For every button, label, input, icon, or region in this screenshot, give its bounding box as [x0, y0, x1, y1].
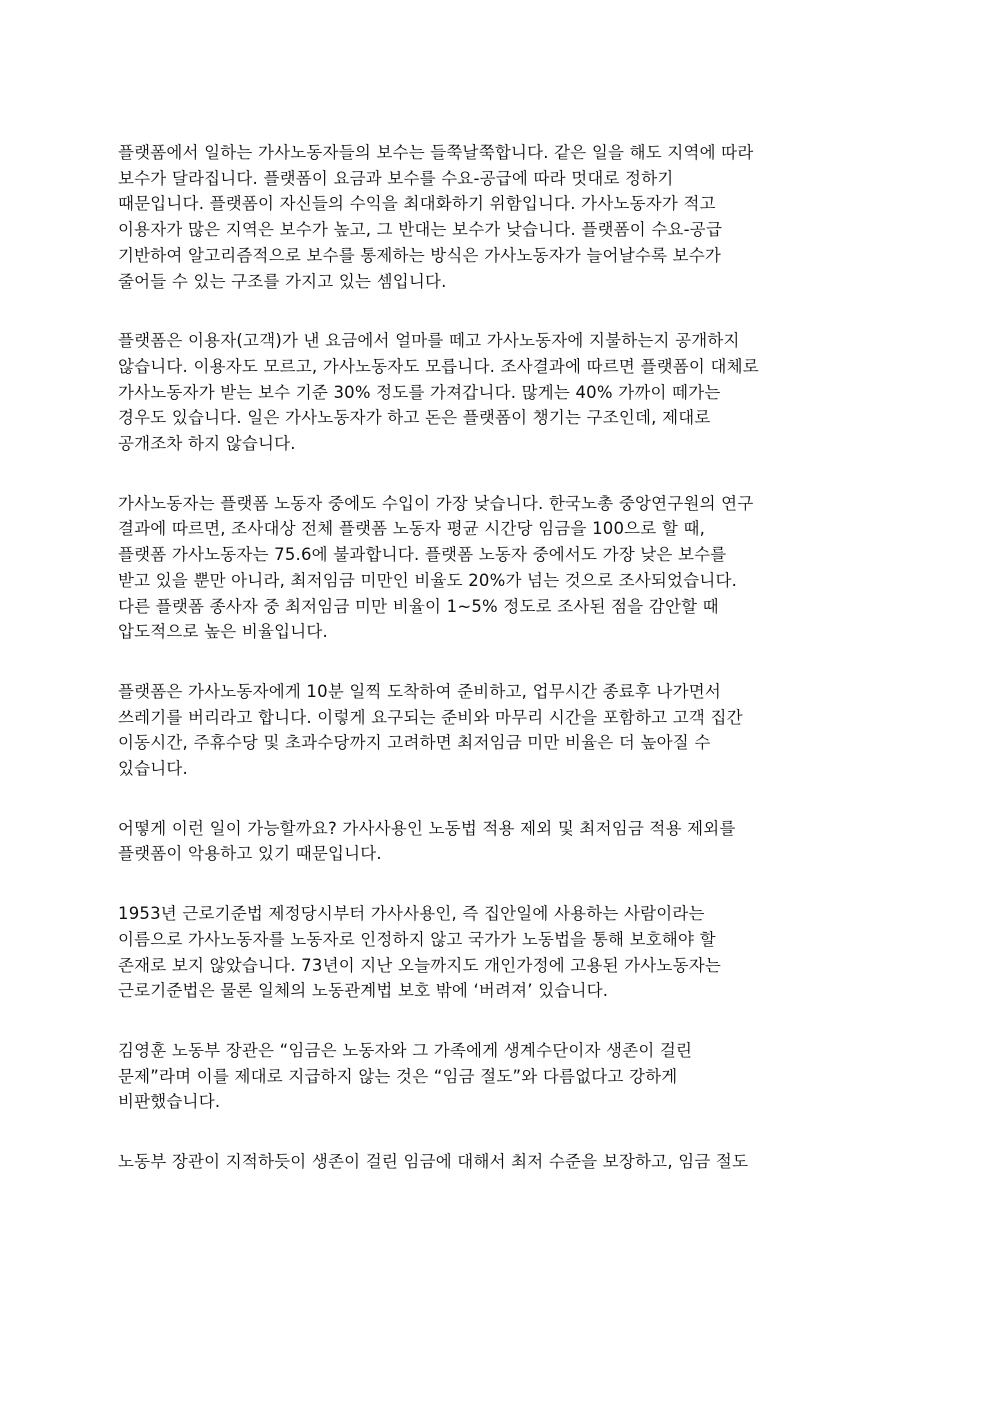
text-line: 이름으로 가사노동자를 노동자로 인정하지 않고 국가가 노동법을 통해 보호해야 할	[118, 929, 716, 949]
paragraph-legal-exclusion	[118, 816, 878, 867]
text-line: 있습니다.	[118, 759, 189, 779]
text-line: 압도적으로 높은 비율입니다.	[118, 622, 329, 642]
text-line: 공개조차 하지 않습니다.	[118, 434, 296, 454]
paragraph-minister-quote	[118, 1038, 878, 1115]
text-line: 플랫폼은 이용자(고객)가 낸 요금에서 얼마를 떼고 가사노동자에 지불하는지 공개하지	[118, 331, 740, 351]
text-line: 이동시간, 주휴수당 및 초과수당까지 고려하면 최저임금 미만 비율은 더 높아질 수	[118, 733, 711, 753]
text-line: 플랫폼에서 일하는 가사노동자들의 보수는 들쭉날쭉합니다. 같은 일을 해도 지역에 따라	[118, 143, 754, 162]
text-line: 문제”라며 이를 제대로 지급하지 않는 것은 “임금 절도”와 다름없다고 강하게	[118, 1066, 678, 1086]
text-line: 어떻게 이런 일이 가능할까요? 가사사용인 노동법 적용 제외 및 최저임금 적용 제외를	[118, 818, 736, 838]
text-line: 보수가 달라집니다. 플랫폼이 요금과 보수를 수요-공급에 따라 멋대로 정하기	[118, 168, 674, 188]
text-line: 않습니다. 이용자도 모르고, 가사노동자도 모릅니다. 조사결과에 따르면 플랫폼이 대체로	[118, 356, 759, 376]
text-line: 존재로 보지 않았습니다. 73년이 지난 오늘까지도 개인가정에 고용된 가사노동자는	[118, 955, 721, 975]
text-line: 경우도 있습니다. 일은 가사노동자가 하고 돈은 플랫폼이 챙기는 구조인데, 제대로	[118, 408, 711, 428]
text-line: 김영훈 노동부 장관은 “임금은 노동자와 그 가족에게 생계수단이자 생존이 걸린	[118, 1040, 693, 1060]
document-body	[118, 140, 878, 1209]
text-line: 플랫폼은 가사노동자에게 10분 일찍 도착하여 준비하고, 업무시간 종료후 나가면서	[118, 681, 721, 701]
text-line: 기반하여 알고리즘적으로 보수를 통제하는 방식은 가사노동자가 늘어날수록 보수가	[118, 245, 721, 265]
text-line: 가사노동자는 플랫폼 노동자 중에도 수입이 가장 낮습니다. 한국노총 중앙연구원의 연구	[118, 493, 754, 513]
text-line: 때문입니다. 플랫폼이 자신들의 수익을 최대화하기 위함입니다. 가사노동자가 적고	[118, 194, 716, 214]
text-line: 이용자가 많은 지역은 보수가 높고, 그 반대는 보수가 낮습니다. 플랫폼이 수요-공급	[118, 220, 723, 240]
text-line: 받고 있을 뿐만 아니라, 최저임금 미만인 비율도 20%가 넘는 것으로 조사되었습니다.	[118, 570, 738, 590]
paragraph-labor-law-history	[118, 901, 878, 1004]
text-line: 다른 플랫폼 종사자 중 최저임금 미만 비율이 1~5% 정도로 조사된 점을 감안할 때	[118, 596, 719, 616]
text-line: 플랫폼이 악용하고 있기 때문입니다.	[118, 844, 382, 864]
paragraph-platform-commission	[118, 328, 878, 457]
text-line: 줄어들 수 있는 구조를 가지고 있는 셈입니다.	[118, 271, 447, 291]
paragraph-unpaid-time	[118, 679, 878, 782]
text-line: 근로기준법은 물론 일체의 노동관계법 보호 밖에 ‘버려져’ 있습니다.	[118, 981, 609, 1001]
text-line: 가사노동자가 받는 보수 기준 30% 정도를 가져갑니다. 많게는 40% 가까이 떼가는	[118, 382, 721, 402]
text-line: 1953년 근로기준법 제정당시부터 가사사용인, 즉 집안일에 사용하는 사람이라는	[118, 904, 705, 924]
text-line: 노동부 장관이 지적하듯이 생존이 걸린 임금에 대해서 최저 수준을 보장하고, 임금 절도	[118, 1152, 749, 1172]
text-line: 비판했습니다.	[118, 1092, 221, 1112]
text-line: 플랫폼 가사노동자는 75.6에 불과합니다. 플랫폼 노동자 중에서도 가장 낮은 보수를	[118, 545, 727, 565]
paragraph-conclusion-start	[118, 1149, 878, 1175]
paragraph-platform-pay-variation	[118, 140, 878, 294]
text-line: 쓰레기를 버리라고 합니다. 이렇게 요구되는 준비와 마무리 시간을 포함하고 고객 집간	[118, 707, 743, 727]
paragraph-lowest-income	[118, 491, 878, 645]
text-line: 결과에 따르면, 조사대상 전체 플랫폼 노동자 평균 시간당 임금을 100으로 할 때,	[118, 519, 706, 539]
